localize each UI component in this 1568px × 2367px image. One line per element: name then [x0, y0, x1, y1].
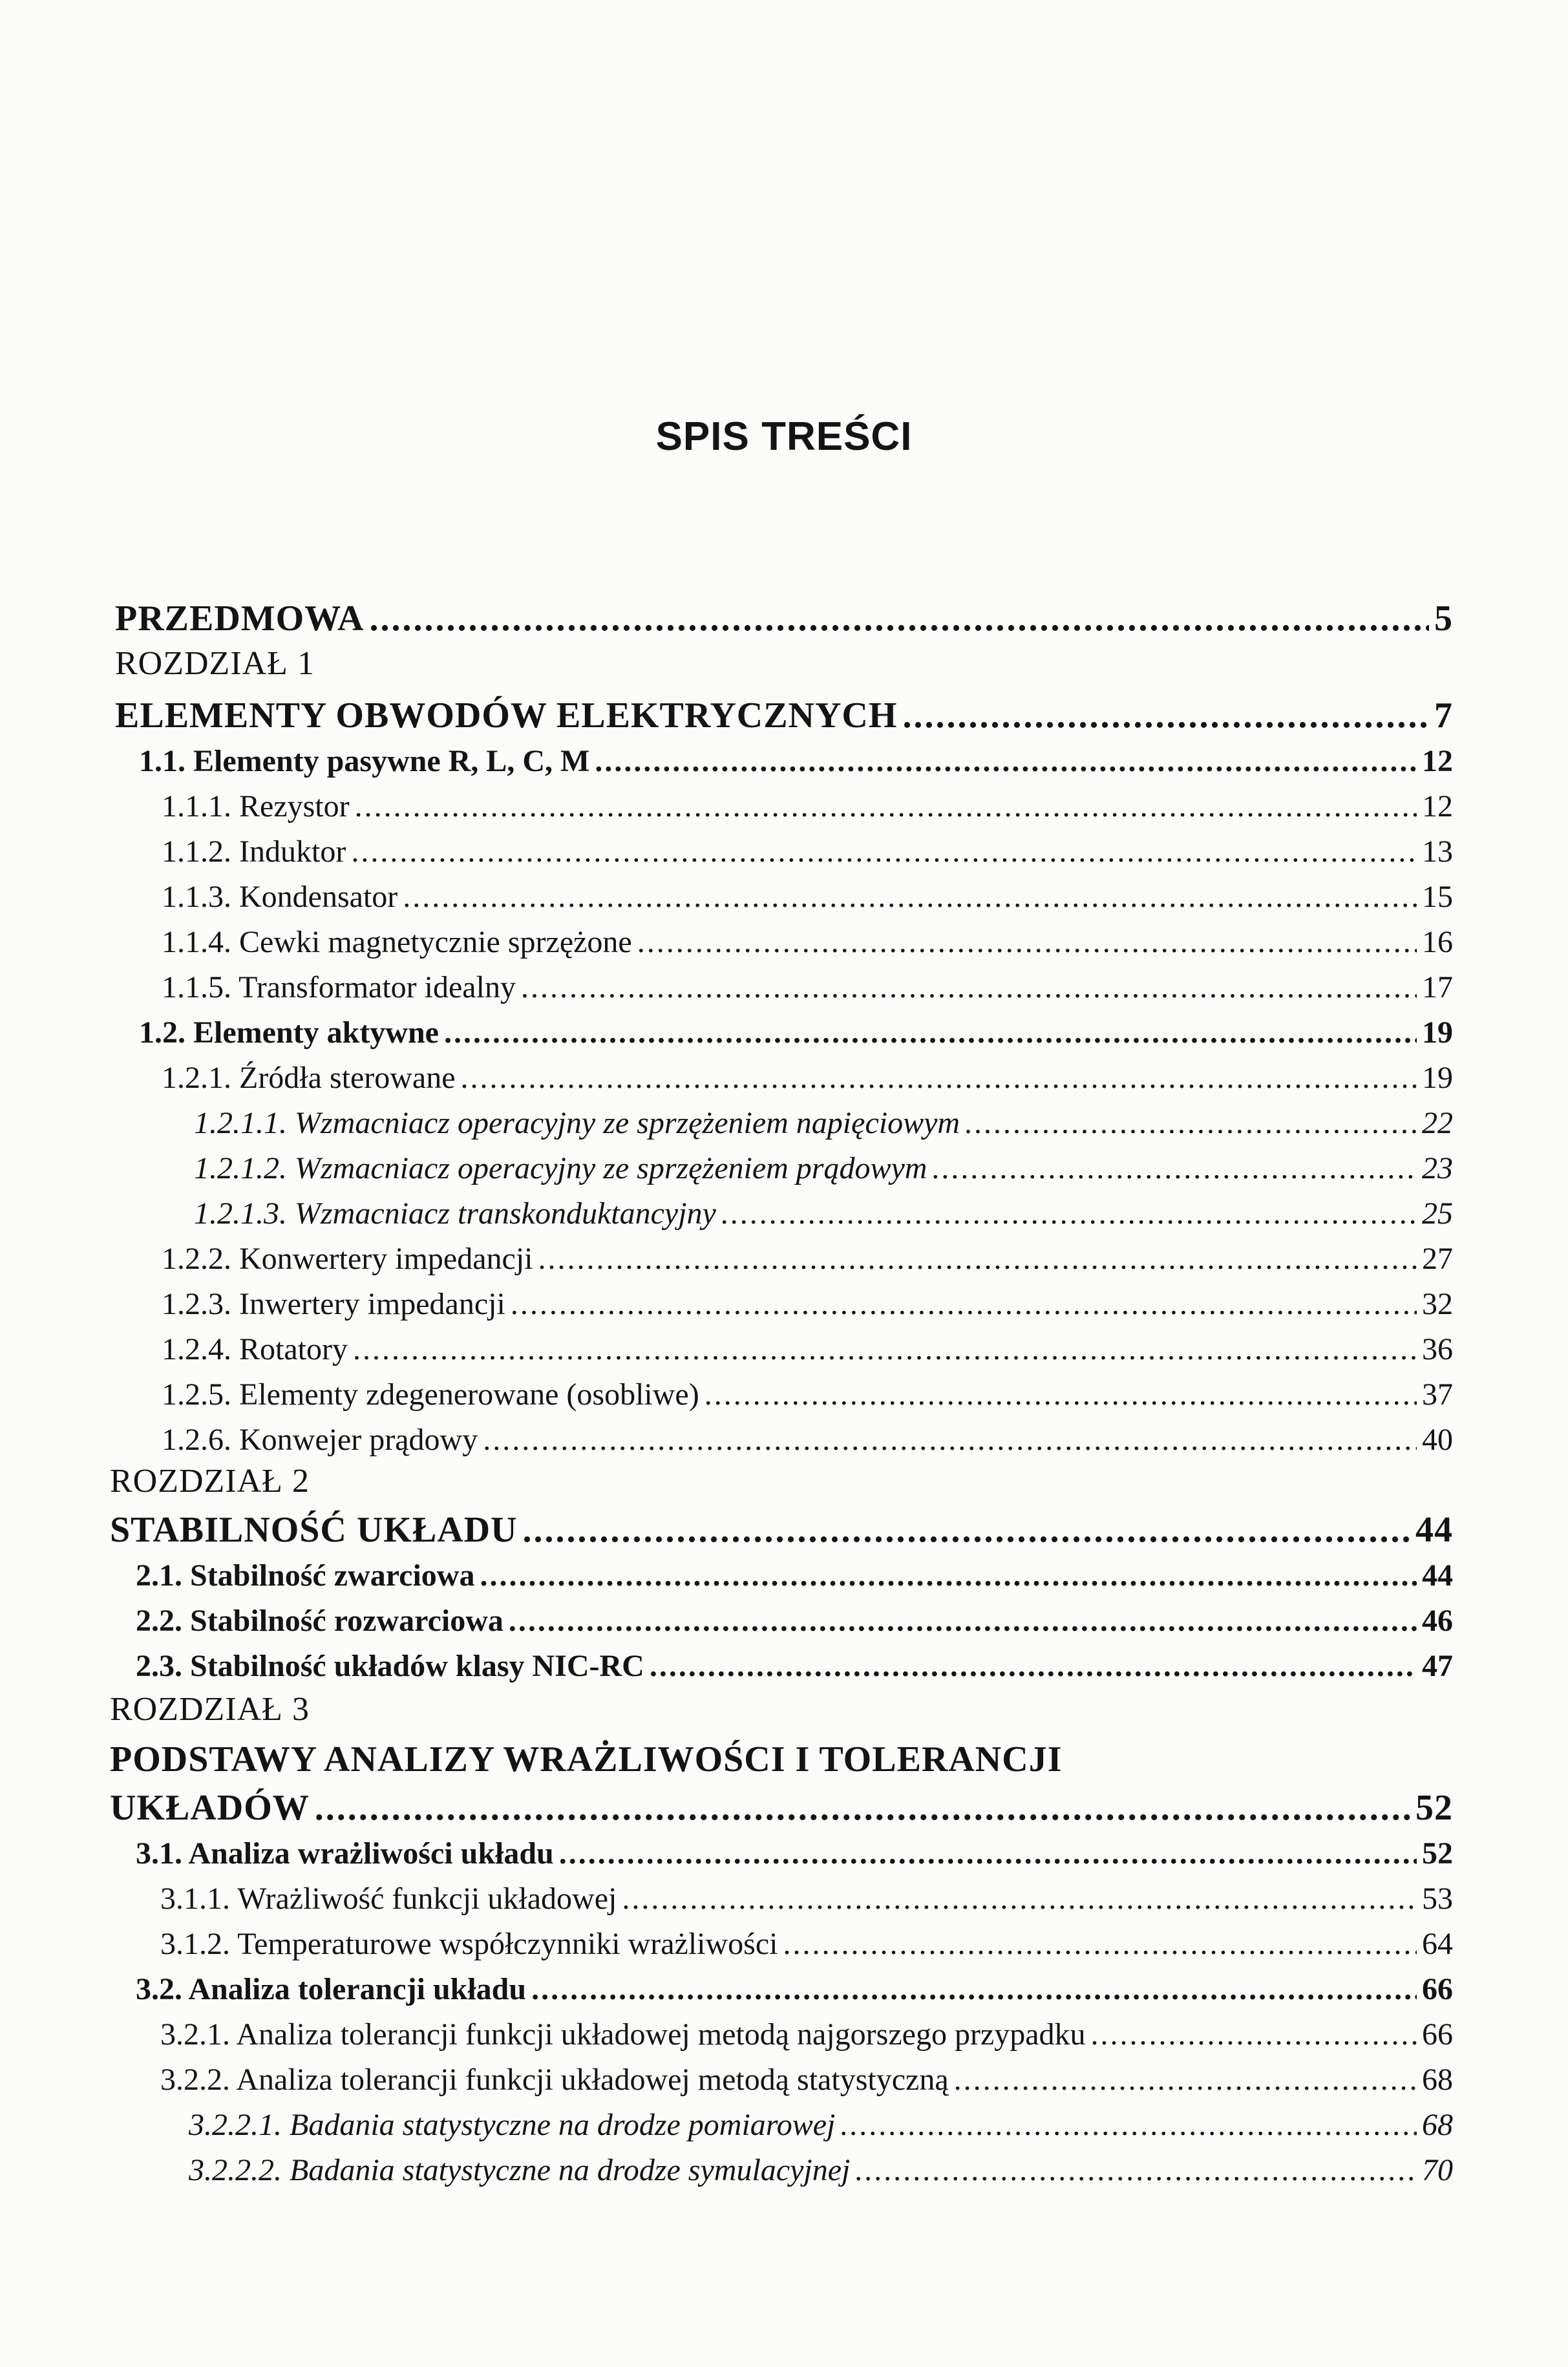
- toc-label: 1.2.1.3. Wzmacniacz transkonduktancyjny: [194, 1196, 716, 1231]
- toc-entry-1-2-5[interactable]: [162, 1377, 1453, 1412]
- leader-dots: [480, 1558, 1417, 1592]
- leader-dots: [353, 1332, 1417, 1366]
- toc-entry-1-1[interactable]: [139, 743, 1453, 779]
- toc-label: 1.1.3. Kondensator: [162, 880, 398, 914]
- leader-dots: [705, 1377, 1417, 1411]
- toc-entry-2-3[interactable]: [136, 1648, 1453, 1684]
- leader-dots: [521, 970, 1417, 1004]
- leader-dots: [351, 834, 1417, 868]
- toc-entry-1-2[interactable]: [139, 1015, 1453, 1050]
- toc-page-number: 19: [1422, 1015, 1453, 1050]
- toc-entry-1-2-4[interactable]: [162, 1332, 1453, 1367]
- toc-page-number: 17: [1422, 970, 1453, 1004]
- toc-page-number: 68: [1422, 2108, 1453, 2142]
- toc-page-number: 23: [1422, 1151, 1453, 1185]
- chapter-heading-3: ROZDZIAŁ 3: [110, 1691, 310, 1728]
- toc-page-number: 44: [1422, 1558, 1453, 1593]
- toc-entry-2-1[interactable]: [136, 1558, 1453, 1593]
- toc-label: 1.2.2. Konwertery impedancji: [162, 1242, 533, 1276]
- toc-page-number: 25: [1422, 1196, 1453, 1231]
- toc-page-number: 13: [1422, 834, 1453, 869]
- toc-entry-1-1-2[interactable]: [162, 834, 1453, 869]
- leader-dots: [403, 879, 1417, 913]
- toc-label: 2.2. Stabilność rozwarciowa: [136, 1604, 503, 1638]
- toc-entry-1-1-4[interactable]: [162, 924, 1453, 960]
- toc-page-number: 32: [1422, 1287, 1453, 1321]
- toc-label: 1.1.2. Induktor: [162, 834, 346, 869]
- toc-label: 1.2.3. Inwertery impedancji: [162, 1287, 505, 1321]
- leader-dots: [965, 1105, 1417, 1140]
- toc-page-number: 68: [1422, 2063, 1453, 2097]
- toc-entry-3-1-2[interactable]: [160, 1926, 1453, 1962]
- toc-page-number: 22: [1422, 1106, 1453, 1140]
- toc-page-number: 66: [1422, 2017, 1453, 2052]
- toc-label: 1.1.4. Cewki magnetycznie sprzężone: [162, 925, 632, 959]
- leader-dots: [509, 1603, 1417, 1637]
- toc-entry-1-1-1[interactable]: [162, 789, 1453, 824]
- toc-entry-1-1-3[interactable]: [162, 879, 1453, 915]
- toc-entry-chapter-2[interactable]: [110, 1509, 1453, 1551]
- leader-dots: [315, 1787, 1410, 1827]
- leader-dots: [444, 1015, 1417, 1049]
- toc-entry-1-2-1[interactable]: [162, 1060, 1453, 1096]
- toc-label: 1.2. Elementy aktywne: [139, 1015, 439, 1050]
- toc-label: 3.1.1. Wrażliwość funkcji układowej: [160, 1882, 617, 1916]
- toc-entry-3-2-2-2[interactable]: [189, 2152, 1453, 2188]
- leader-dots: [369, 598, 1429, 638]
- toc-page-number: 64: [1422, 1927, 1453, 1961]
- toc-entry-przedmowa[interactable]: [115, 598, 1453, 639]
- toc-page-number: 44: [1415, 1510, 1453, 1550]
- toc-label: 1.2.6. Konwejer prądowy: [162, 1423, 478, 1457]
- toc-page-number: 19: [1422, 1061, 1453, 1095]
- leader-dots: [595, 743, 1417, 778]
- leader-dots: [721, 1196, 1417, 1230]
- toc-label: UKŁADÓW: [110, 1788, 310, 1828]
- toc-entry-1-2-1-2[interactable]: [194, 1151, 1453, 1186]
- toc-page-number: 15: [1422, 880, 1453, 914]
- toc-page-number: 52: [1415, 1788, 1453, 1828]
- leader-dots: [637, 924, 1417, 959]
- toc-label: 2.3. Stabilność układów klasy NIC-RC: [136, 1649, 644, 1683]
- toc-label: STABILNOŚĆ UKŁADU: [110, 1510, 518, 1550]
- toc-entry-3-2-1[interactable]: [160, 2017, 1453, 2052]
- toc-entry-3-2[interactable]: [136, 1971, 1453, 2007]
- toc-page-number: 27: [1422, 1242, 1453, 1276]
- toc-page-number: 47: [1422, 1649, 1453, 1683]
- leader-dots: [1091, 2017, 1417, 2051]
- leader-dots: [461, 1060, 1417, 1094]
- toc-page-number: 66: [1422, 1972, 1453, 2006]
- leader-dots: [355, 789, 1417, 823]
- toc-page-number: 70: [1422, 2153, 1453, 2187]
- leader-dots: [523, 1509, 1410, 1549]
- toc-page-number: 46: [1422, 1604, 1453, 1638]
- toc-entry-1-2-1-1[interactable]: [194, 1105, 1453, 1141]
- toc-label: 1.1.5. Transformator idealny: [162, 970, 516, 1004]
- toc-page-number: 5: [1434, 599, 1453, 639]
- leader-dots: [483, 1422, 1417, 1456]
- toc-label: 1.2.1.2. Wzmacniacz operacyjny ze sprzężeniem prądowym: [194, 1151, 927, 1185]
- leader-dots: [954, 2062, 1417, 2096]
- toc-label: 1.1. Elementy pasywne R, L, C, M: [139, 744, 590, 778]
- chapter-heading-2: ROZDZIAŁ 2: [110, 1463, 310, 1500]
- toc-label: 3.2.1. Analiza tolerancji funkcji układowej metodą najgorszego przypadku: [160, 2017, 1086, 2052]
- toc-entry-chapter-1[interactable]: [115, 695, 1453, 736]
- leader-dots: [559, 1836, 1417, 1870]
- toc-label: PRZEDMOWA: [115, 599, 365, 639]
- toc-page-number: 36: [1422, 1332, 1453, 1366]
- chapter-heading-1: ROZDZIAŁ 1: [115, 645, 315, 682]
- leader-dots: [783, 1926, 1417, 1960]
- toc-label: 3.2.2.1. Badania statystyczne na drodze pomiarowej: [189, 2108, 836, 2142]
- toc-page-number: 12: [1422, 744, 1453, 778]
- toc-label: ELEMENTY OBWODÓW ELEKTRYCZNYCH: [115, 695, 898, 736]
- toc-page-number: 52: [1422, 1836, 1453, 1871]
- leader-dots: [622, 1881, 1417, 1915]
- leader-dots: [902, 695, 1429, 735]
- toc-entry-1-2-6[interactable]: [162, 1422, 1453, 1458]
- toc-entry-3-2-2-1[interactable]: [189, 2107, 1453, 2143]
- toc-entry-chapter-3[interactable]: [110, 1787, 1453, 1829]
- toc-label: 3.1.2. Temperaturowe współczynniki wrażliwości: [160, 1927, 778, 1961]
- toc-label: 3.1. Analiza wrażliwości układu: [136, 1836, 554, 1871]
- toc-page-number: 37: [1422, 1377, 1453, 1412]
- toc-entry-3-2-2[interactable]: [160, 2062, 1453, 2097]
- toc-entry-1-2-3[interactable]: [162, 1286, 1453, 1322]
- leader-dots: [650, 1648, 1417, 1682]
- leader-dots: [840, 2107, 1417, 2141]
- toc-label: 3.2.2. Analiza tolerancji funkcji układowej metodą statystyczną: [160, 2063, 949, 2097]
- toc-entry-3-1[interactable]: [136, 1836, 1453, 1871]
- page-title: SPIS TREŚCI: [655, 414, 913, 459]
- toc-label: 1.1.1. Rezystor: [162, 789, 350, 823]
- toc-label: 1.2.5. Elementy zdegenerowane (osobliwe): [162, 1377, 699, 1412]
- toc-entry-3-1-1[interactable]: [160, 1881, 1453, 1916]
- toc-page-number: 16: [1422, 925, 1453, 959]
- toc-page-number: 7: [1434, 695, 1453, 736]
- toc-label: 1.2.1.1. Wzmacniacz operacyjny ze sprzężeniem napięciowym: [194, 1106, 960, 1140]
- toc-label: 2.1. Stabilność zwarciowa: [136, 1558, 475, 1593]
- toc-page-number: 40: [1422, 1423, 1453, 1457]
- leader-dots: [538, 1241, 1417, 1275]
- toc-label: 3.2. Analiza tolerancji układu: [136, 1972, 527, 2006]
- toc-entry-2-2[interactable]: [136, 1603, 1453, 1639]
- leader-dots: [531, 1971, 1417, 2006]
- toc-label: 3.2.2.2. Badania statystyczne na drodze symulacyjnej: [189, 2153, 851, 2187]
- leader-dots: [932, 1151, 1417, 1185]
- toc-page-number: 53: [1422, 1882, 1453, 1916]
- leader-dots: [855, 2152, 1417, 2187]
- leader-dots: [511, 1286, 1417, 1321]
- toc-entry-1-2-2[interactable]: [162, 1241, 1453, 1277]
- toc-label: 1.2.1. Źródła sterowane: [162, 1061, 456, 1095]
- toc-label: 1.2.4. Rotatory: [162, 1332, 348, 1366]
- toc-page-number: 12: [1422, 789, 1453, 823]
- toc-entry-1-2-1-3[interactable]: [194, 1196, 1453, 1231]
- toc-entry-1-1-5[interactable]: [162, 970, 1453, 1005]
- chapter-title-3-line1: PODSTAWY ANALIZY WRAŻLIWOŚCI I TOLERANCJI: [110, 1739, 1063, 1779]
